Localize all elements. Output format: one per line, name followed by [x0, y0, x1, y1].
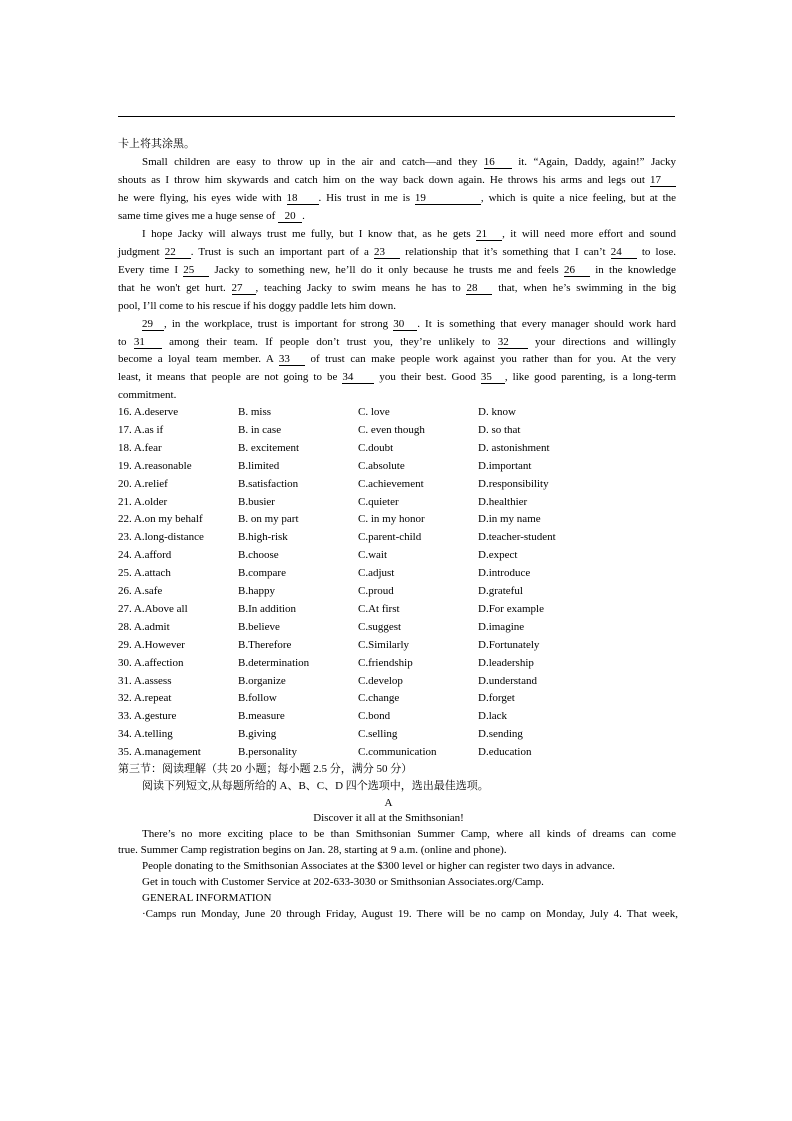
blank-22[interactable]: 22 — [165, 246, 191, 259]
passage-title: Discover it all at the Smithsonian! — [313, 812, 464, 824]
option-d[interactable]: D.Fortunately — [478, 638, 540, 651]
blank-19[interactable]: 19 — [415, 192, 481, 205]
option-row — [118, 405, 678, 419]
option-c[interactable]: C.develop — [358, 674, 403, 687]
option-b[interactable]: B.follow — [238, 692, 277, 705]
option-b[interactable]: B.measure — [238, 710, 285, 723]
option-row — [118, 566, 678, 580]
option-a[interactable]: 35. A.management — [118, 746, 201, 759]
option-b[interactable]: B. in case — [238, 423, 282, 436]
option-b[interactable]: B.compare — [238, 567, 286, 580]
option-c[interactable]: C.communication — [358, 746, 437, 759]
blank-26[interactable]: 26 — [564, 264, 590, 277]
option-row — [118, 548, 678, 562]
option-c[interactable]: C.wait — [358, 549, 388, 562]
option-a[interactable]: 29. A.However — [118, 638, 185, 651]
cloze-p1-line1: Small children are easy to throw up in the air and catch—and they 16 it. “Again, Daddy, again!” Jacky — [142, 156, 676, 168]
option-c[interactable]: C.bond — [358, 710, 391, 723]
blank-16[interactable]: 16 — [484, 156, 512, 169]
option-b[interactable]: B. on my part — [238, 513, 299, 526]
passage-p1-line1: There’s no more exciting place to be than Smithsonian Summer Camp, where all kinds of dreams can come — [142, 828, 676, 840]
cloze-p2-line5: pool, I’ll come to his rescue if his doggy paddle lets him down. — [118, 300, 397, 312]
option-row — [118, 441, 678, 455]
option-b[interactable]: B. miss — [238, 406, 272, 418]
cloze-p2-line2: judgment 22 . Trust is such an important part of a 23 relationship that it’s something that I can’t 24 to lose. — [118, 246, 677, 258]
blank-25[interactable]: 25 — [183, 264, 209, 277]
section3-heading: 第三节：阅读理解（共 20 小题；每小题 2.5 分，满分 50 分） — [118, 763, 413, 775]
option-d[interactable]: D.For example — [478, 602, 544, 615]
passage-heading-general-info: GENERAL INFORMATION — [142, 892, 272, 904]
option-row — [118, 727, 678, 741]
option-a[interactable]: 31. A.assess — [118, 674, 172, 687]
option-row — [118, 584, 678, 598]
option-b[interactable]: B.limited — [238, 459, 280, 472]
option-b[interactable]: B. excitement — [238, 441, 300, 454]
option-d[interactable]: D. know — [478, 406, 516, 418]
option-d[interactable]: D.leadership — [478, 656, 534, 669]
option-a[interactable]: 21. A.older — [118, 495, 168, 508]
blank-27[interactable]: 27 — [232, 282, 256, 295]
blank-30[interactable]: 30 — [393, 318, 417, 331]
cloze-p1-line4: same time gives me a huge sense of 20 . — [118, 210, 305, 222]
blank-21[interactable]: 21 — [476, 228, 502, 241]
option-row — [118, 530, 678, 544]
option-row — [118, 691, 678, 705]
option-b[interactable]: B.organize — [238, 674, 286, 687]
option-d[interactable]: D.education — [478, 746, 532, 759]
blank-31[interactable]: 31 — [134, 336, 162, 349]
cloze-p3-line3: become a loyal team member. A 33 of trust can make people work against you rather than for you. At the very — [118, 353, 676, 365]
option-d[interactable]: D.grateful — [478, 585, 523, 597]
option-a[interactable]: 33. A.gesture — [118, 710, 177, 723]
option-b[interactable]: B.busier — [238, 495, 275, 508]
option-d[interactable]: D.lack — [478, 710, 508, 723]
option-b[interactable]: B.determination — [238, 656, 310, 669]
option-a[interactable]: 22. A.on my behalf — [118, 513, 203, 526]
option-d[interactable]: D.forget — [478, 692, 515, 705]
cloze-p3-line4: least, it means that people are not going to be 34 you their best. Good 35 , like good parenting, is a long-term — [118, 371, 676, 383]
option-row — [118, 745, 678, 759]
option-d[interactable]: D. astonishment — [478, 441, 550, 454]
option-c[interactable]: C.friendship — [358, 656, 413, 669]
passage-p2: People donating to the Smithsonian Associates at the $300 level or higher can register two days in advance. — [142, 860, 615, 872]
cloze-p3-line2: to 31 among their team. If people don’t trust you, they’re unlikely to 32 your directions and willingly — [118, 336, 676, 348]
passage-p1-line2: true. Summer Camp registration begins on Jan. 28, starting at 9 a.m. (online and phone). — [118, 844, 507, 856]
option-a[interactable]: 27. A.Above all — [118, 602, 188, 615]
option-d[interactable]: D.important — [478, 459, 532, 472]
option-c[interactable]: C. love — [358, 406, 390, 418]
option-row — [118, 638, 678, 652]
option-b[interactable]: B.In addition — [238, 602, 297, 615]
cloze-p1-line2: shouts as I throw him skywards and catch him on the way back down again. He throws his arms and legs out 17 — [118, 173, 676, 187]
option-a[interactable]: 28. A.admit — [118, 620, 170, 633]
blank-24[interactable]: 24 — [611, 246, 637, 259]
option-d[interactable]: D. so that — [478, 423, 521, 436]
option-b[interactable]: B.high-risk — [238, 531, 288, 544]
option-a[interactable]: 23. A.long-distance — [118, 531, 204, 544]
option-c[interactable]: C.adjust — [358, 567, 395, 580]
option-row — [118, 512, 678, 526]
passage-p5: ·Camps run Monday, June 20 through Friday, August 19. There will be no camp on Monday, July 4. That week, — [142, 908, 678, 920]
option-row — [118, 656, 678, 670]
passage-p3: Get in touch with Customer Service at 202-633-3030 or Smithsonian Associates.org/Camp. — [142, 876, 544, 888]
intro-text: 卡上将其涂黑。 — [118, 138, 195, 150]
option-row — [118, 477, 678, 491]
blank-32[interactable]: 32 — [498, 336, 528, 349]
option-d[interactable]: D.imagine — [478, 620, 525, 633]
option-row — [118, 620, 678, 634]
option-a[interactable]: 32. A.repeat — [118, 692, 172, 705]
option-d[interactable]: D.responsibility — [478, 477, 549, 490]
option-d[interactable]: D.introduce — [478, 567, 531, 580]
option-a[interactable]: 17. A.as if — [118, 423, 164, 436]
option-a[interactable]: 30. A.affection — [118, 656, 184, 669]
option-b[interactable]: B.satisfaction — [238, 477, 299, 490]
option-b[interactable]: B.Therefore — [238, 638, 292, 651]
option-c[interactable]: C.At first — [358, 602, 400, 615]
option-a[interactable]: 34. A.telling — [118, 728, 173, 741]
option-c[interactable]: C.doubt — [358, 441, 394, 454]
option-c[interactable]: C.proud — [358, 585, 394, 597]
header-rule — [118, 116, 675, 117]
option-b[interactable]: B.giving — [238, 728, 277, 741]
option-c[interactable]: C.absolute — [358, 459, 405, 472]
option-c[interactable]: C.selling — [358, 728, 398, 741]
blank-33[interactable]: 33 — [279, 353, 305, 366]
option-c[interactable]: C.parent-child — [358, 531, 422, 544]
option-b[interactable]: B.happy — [238, 585, 275, 597]
cloze-p1-line3: he were flying, his eyes wide with 18 . His trust in me is 19 , which is quite a nice feeling, but at the — [118, 192, 677, 204]
cloze-p3-line5: commitment. — [118, 389, 177, 401]
option-a[interactable]: 18. A.fear — [118, 441, 162, 454]
option-row — [118, 602, 678, 616]
option-c[interactable]: C.achievement — [358, 477, 424, 490]
option-row — [118, 674, 678, 688]
section3-instruction: 阅读下列短文,从每题所给的 A、B、C、D 四个选项中，选出最佳选项。 — [142, 780, 489, 792]
option-b[interactable]: B.choose — [238, 549, 279, 562]
option-row — [118, 423, 678, 437]
option-a[interactable]: 24. A.afford — [118, 549, 172, 562]
blank-28[interactable]: 28 — [466, 282, 492, 295]
blank-18[interactable]: 18 — [287, 192, 319, 205]
option-b[interactable]: B.personality — [238, 746, 297, 759]
option-c[interactable]: C.Similarly — [358, 638, 410, 651]
option-d[interactable]: D.in my name — [478, 513, 541, 526]
option-d[interactable]: D.healthier — [478, 495, 528, 508]
cloze-p2-line3: Every time I 25 Jacky to something new, he’ll do it only because he trusts me and feels 26 in the knowledge — [118, 264, 676, 276]
blank-20[interactable]: 20 — [278, 210, 302, 223]
option-a[interactable]: 26. A.safe — [118, 585, 163, 597]
option-c[interactable]: C. even though — [358, 423, 425, 436]
option-a[interactable]: 16. A.deserve — [118, 406, 179, 418]
option-a[interactable]: 19. A.reasonable — [118, 459, 192, 472]
option-c[interactable]: C.suggest — [358, 620, 402, 633]
option-a[interactable]: 25. A.attach — [118, 567, 171, 580]
option-b[interactable]: B.believe — [238, 620, 280, 633]
option-row — [118, 459, 678, 473]
option-row — [118, 495, 678, 509]
cloze-p3-line1: 29 , in the workplace, trust is important for strong 30 . It is something that every manager should work hard — [142, 318, 676, 330]
option-row — [118, 709, 678, 723]
option-d[interactable]: D.expect — [478, 549, 518, 562]
option-c[interactable]: C. in my honor — [358, 513, 425, 526]
option-d[interactable]: D.understand — [478, 674, 537, 687]
cloze-p2-line4: that he won't get hurt. 27 , teaching Jacky to swim means he has to 28 that, when he’s swimming in the big — [118, 282, 676, 294]
option-c[interactable]: C.change — [358, 692, 400, 705]
blank-29[interactable]: 29 — [142, 318, 164, 331]
blank-17[interactable]: 17 — [650, 174, 676, 187]
blank-34[interactable]: 34 — [342, 371, 374, 384]
option-d[interactable]: D.sending — [478, 728, 523, 741]
passage-letter: A — [384, 797, 393, 809]
option-a[interactable]: 20. A.relief — [118, 477, 168, 490]
option-d[interactable]: D.teacher-student — [478, 531, 556, 544]
blank-23[interactable]: 23 — [374, 246, 400, 259]
cloze-p2-line1: I hope Jacky will always trust me fully, but I know that, as he gets 21 , it will need more effort and sound — [142, 228, 677, 240]
option-c[interactable]: C.quieter — [358, 495, 399, 508]
blank-35[interactable]: 35 — [481, 371, 505, 384]
